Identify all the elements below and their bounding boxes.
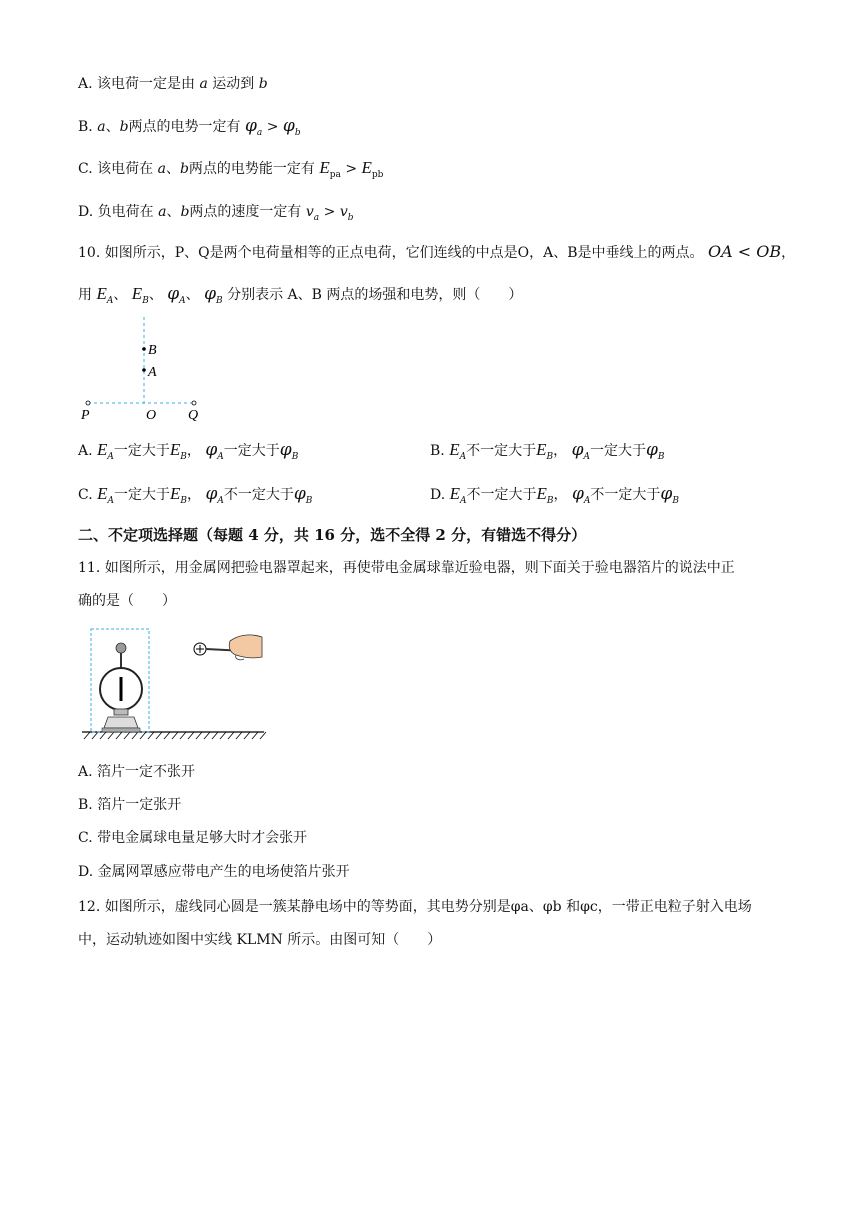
q9-option-a[interactable]: A. 该电荷一定是由 a 运动到 b <box>78 76 268 92</box>
q10-option-b[interactable]: B. $E_A$不一定大于$E_B$， $\varphi_A$一定大于$\varphi_B$ <box>430 440 665 462</box>
hand <box>229 635 262 658</box>
charge-q <box>192 401 196 405</box>
q12-stem-line1: 12. 如图所示，虚线同心圆是一簇某静电场中的等势面，其电势分别是φa、φb 和φc，一带正电粒子射入电场 <box>78 899 752 915</box>
formula-epa-gt-epb: $E_{pa} > E_{pb}$ <box>319 158 384 180</box>
ground-hatch <box>84 732 266 739</box>
q11-option-c[interactable]: C. 带电金属球电量足够大时才会张开 <box>78 830 308 846</box>
q11-stem-line1: 11. 如图所示，用金属网把验电器罩起来，再使带电金属球靠近验电器，则下面关于验电器箔片的说法中正 <box>78 560 735 576</box>
q9-option-b[interactable]: B. a、b两点的电势一定有 $\varphi_a > \varphi_b$ <box>78 116 301 138</box>
label-b: B <box>148 343 157 358</box>
electroscope-neck <box>114 709 128 715</box>
q9-option-c[interactable]: C. 该电荷在 a、b两点的电势能一定有 $E_{pa} > E_{pb}$ <box>78 158 384 180</box>
point-b <box>142 347 146 351</box>
charge-p <box>86 401 90 405</box>
q10-stem-line1: 10. 如图所示，P、Q是两个电荷量相等的正点电荷，它们连线的中点是O，A、B是中垂线上的两点。 OA < OB， <box>78 242 796 261</box>
label-o: O <box>146 408 157 423</box>
q11-option-b[interactable]: B. 箔片一定张开 <box>78 797 182 813</box>
label-p: P <box>81 408 90 423</box>
point-a <box>142 368 146 372</box>
label-a: A <box>148 365 157 380</box>
label-q: Q <box>188 408 199 423</box>
symbol-list: $E_A$、 $E_B$、 $\varphi_A$、 $\varphi_B$ <box>96 284 223 306</box>
formula-va-gt-vb: $v_a > v_b$ <box>305 204 354 223</box>
electroscope-base <box>104 717 138 728</box>
electroscope-top-ball <box>116 643 126 653</box>
section-2-title: 二、不定项选择题（每题 4 分，共 16 分，选不全得 2 分，有错选不得分） <box>78 526 587 544</box>
q11-figure <box>80 625 270 745</box>
q9-option-d[interactable]: D. 负电荷在 a、b两点的速度一定有 $v_a > v_b$ <box>78 204 354 223</box>
q10-option-c[interactable]: C. $E_A$一定大于$E_B$， $\varphi_A$不一定大于$\varphi_B$ <box>78 484 313 506</box>
q10-option-a[interactable]: A. $E_A$一定大于$E_B$， $\varphi_A$一定大于$\varphi_B$ <box>78 440 299 462</box>
q11-option-a[interactable]: A. 箔片一定不张开 <box>78 764 196 780</box>
formula-phi-a-gt-phi-b: $\varphi_a > \varphi_b$ <box>244 116 301 138</box>
q10-stem-line2: 用 $E_A$、 $E_B$、 $\varphi_A$、 $\varphi_B$ 分别表示 A、B 两点的场强和电势，则（ ） <box>78 284 523 306</box>
q11-option-d[interactable]: D. 金属网罩感应带电产生的电场使箔片张开 <box>78 864 350 880</box>
q10-figure <box>78 315 218 425</box>
q12-stem-line2: 中，运动轨迹如图中实线 KLMN 所示。由图可知（ ） <box>78 932 442 948</box>
q11-stem-line2: 确的是（ ） <box>78 593 176 609</box>
q10-option-d[interactable]: D. $E_A$不一定大于$E_B$， $\varphi_A$不一定大于$\varphi_B$ <box>430 484 679 506</box>
